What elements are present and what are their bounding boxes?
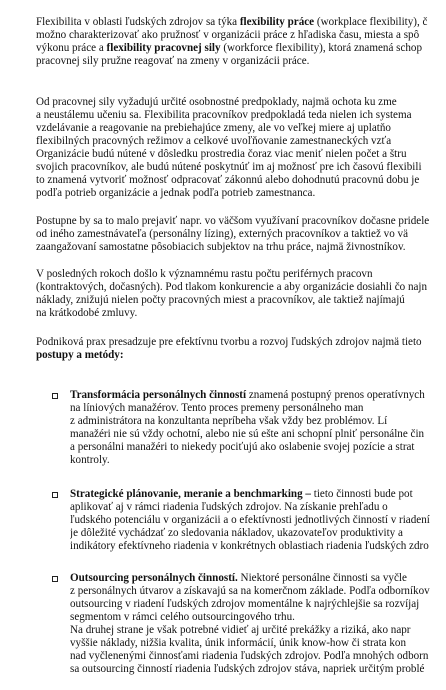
paragraph-3-line [36, 228, 440, 241]
text-run: vyššie náklady, nižšia kvalita, únik informácií, únik know-how či strata kon [70, 637, 407, 649]
paragraph-1-line [36, 16, 440, 29]
text-run: z administrátora na konzultanta nepríbeha však vždy bez problémov. Lí [70, 415, 388, 427]
bullet-1-line [70, 415, 446, 428]
text-run: a neustálemu učeniu sa. Flexibilita pracovníkov predpokladá teda nielen ich systema [36, 109, 412, 121]
text-run: Od pracovnej sily vyžadujú určité osobnostné predpoklady, najmä ochota ku zme [36, 96, 397, 108]
paragraph-4-line [36, 268, 440, 281]
bullet-3-line [70, 611, 446, 624]
paragraph-2-line [36, 96, 440, 109]
paragraph-4-line [36, 281, 440, 294]
text-run: (workforce flexibility), ktorá znamená schop [220, 42, 423, 54]
bold-text: Transformácia personálnych činností [70, 389, 247, 401]
paragraph-4-line [36, 307, 440, 320]
text-run: je dôležité vychádzať zo sledovania nákladov, ukazovateľov produktivity a [70, 527, 403, 539]
bullet-3-line [70, 624, 446, 637]
text-run: podľa potrieb organizácie a jednak podľa potrieb zamestnanca. [36, 187, 316, 199]
text-run: V posledných rokoch došlo k významnému rastu počtu periférnych pracovn [36, 268, 373, 280]
paragraph-3-line [36, 241, 440, 254]
text-run: ľudského potenciálu v organizácii a o efektívnosti jednotlivých činností v riadení [70, 514, 430, 526]
text-run: na líniových manažérov. Tento proces premeny personálneho man [70, 402, 364, 414]
paragraph-2-line [36, 135, 440, 148]
paragraph-2-line [36, 161, 440, 174]
paragraph-2-line [36, 122, 440, 135]
text-run: segmentom v rámci celého outsourcingového trhu. [70, 611, 295, 623]
bullet-1-line [70, 454, 446, 467]
bullet-3-line [70, 637, 446, 650]
text-run: znamená postupný prenos operatívnych [246, 389, 425, 401]
paragraph-1-line [36, 29, 440, 42]
text-run: aplikovať aj v rámci riadenia ľudských zdrojov. Na získanie prehľadu o [70, 501, 388, 513]
paragraph-2-line [36, 187, 440, 200]
bullet-square-icon [52, 393, 58, 399]
text-run: Postupne by sa to malo prejaviť napr. vo väčšom využívaní pracovníkov dočasne pridele [36, 215, 430, 227]
text-run: vzdelávanie a reagovanie na prebiehajúce zmeny, ale vo veľkej miere aj uplatňo [36, 122, 391, 134]
text-run: Niektoré personálne činnosti sa vyčle [237, 572, 407, 584]
bullet-3-line [70, 585, 446, 598]
bullet-square-icon [52, 492, 58, 498]
text-run: a personálni manažéri to niekedy pociťujú ako oslabenie svojej pozície a strat [70, 441, 415, 453]
paragraph-2-line [36, 109, 440, 122]
bullet-2-line [70, 540, 446, 553]
bold-text: flexibility práce [239, 16, 315, 28]
bullet-3-line [70, 663, 446, 676]
bullet-3-line [70, 598, 446, 611]
bullet-2-line [70, 527, 446, 540]
text-run: náklady, znižujú nielen počty pracovných miest a pracovníkov, ale taktiež najímajú [36, 294, 405, 306]
text-run: (workplace flexibility), č [314, 16, 428, 28]
text-run: možno charakterizovať ako pružnosť v organizácii práce z hľadiska času, miesta a spô [36, 29, 420, 41]
bullet-1-line [70, 428, 446, 441]
text-run: kontroly. [70, 454, 110, 466]
bold-text: Outsourcing personálnych činností. [70, 572, 238, 584]
text-run: nad vyčlenenými činnosťami riadenia ľudských zdrojov. Podľa mnohých odborn [70, 650, 429, 662]
text-run: svojich pracovníkov, ale budú nútené poskytnúť im aj možnosť pre ich časovú flexibili [36, 161, 422, 173]
text-run: outsourcing v riadení ľudských zdrojov momentálne k najrýchlejšie sa rozvíjaj [70, 598, 420, 610]
text-run: pracovnej sily pružne reagovať na zmeny v organizácii práce. [36, 55, 310, 67]
text-run: zaangažovaní samostatne pôsobiacich subjektov na trhu práce, najmä živnostníkov. [36, 241, 406, 253]
text-run: flexibilných pracovných režimov a celkové uvoľňovanie zamestnaneckých vzťa [36, 135, 392, 147]
text-run: Flexibilita v oblasti ľudských zdrojov sa týka [36, 16, 240, 28]
paragraph-5-line [36, 336, 440, 349]
bullet-3-line [70, 572, 446, 585]
bullet-2-line [70, 501, 446, 514]
text-run: z personálnych útvarov a získavajú sa na komerčnom základe. Podľa odborníkov [70, 585, 430, 597]
text-run: manažéri nie sú vždy ochotní, alebo nie sú ešte ani schopní plniť personálne čin [70, 428, 425, 440]
bold-text: postupy a metódy: [36, 349, 124, 361]
text-run: tieto činnosti bude pot [310, 488, 413, 500]
text-run: na krátkodobé zmluvy. [36, 307, 138, 319]
text-run: Organizácie budú nútené v dôsledku prostredia čoraz viac meniť nielen počet a štru [36, 148, 407, 160]
bullet-3-line [70, 650, 446, 663]
text-run: to znamená vytvoriť možnosť odpracovať zákonnú alebo dohodnutú pracovnú dobu je [36, 174, 420, 186]
bullet-1-line [70, 389, 446, 402]
text-run: od iného zamestnávateľa (personálny lízing), externých pracovníkov a taktiež vo vä [36, 228, 408, 240]
paragraph-3-line [36, 215, 440, 228]
bullet-2-line [70, 514, 446, 527]
paragraph-2-line [36, 148, 440, 161]
bold-text: Strategické plánovanie, meranie a benchmarking – [70, 488, 311, 500]
text-run: sa outsourcing činností riadenia ľudských zdrojov stáva, napriek určitým problé [70, 663, 425, 675]
text-run: indikátory efektívneho riadenia v konkrétnych oblastiach riadenia ľudských zdro [70, 540, 429, 552]
text-run: výkonu práce a [36, 42, 107, 54]
text-run: Na druhej strane je však potrebné vidieť aj určité prekážky a riziká, ako napr [70, 624, 411, 636]
paragraph-2-line [36, 174, 440, 187]
text-run: (kontraktových, dočasných). Pod tlakom konkurencie a aby organizácie dosiahli čo najn [36, 281, 428, 293]
bullet-2-line [70, 488, 446, 501]
paragraph-1-line [36, 42, 440, 55]
bullet-1-line [70, 402, 446, 415]
paragraph-5-line [36, 349, 440, 362]
text-run: Podniková prax presadzuje pre efektívnu tvorbu a rozvoj ľudských zdrojov najmä tieto [36, 336, 422, 348]
bold-text: flexibility pracovnej sily [106, 42, 221, 54]
paragraph-4-line [36, 294, 440, 307]
paragraph-1-line [36, 55, 440, 68]
bullet-1-line [70, 441, 446, 454]
bullet-square-icon [52, 576, 58, 582]
